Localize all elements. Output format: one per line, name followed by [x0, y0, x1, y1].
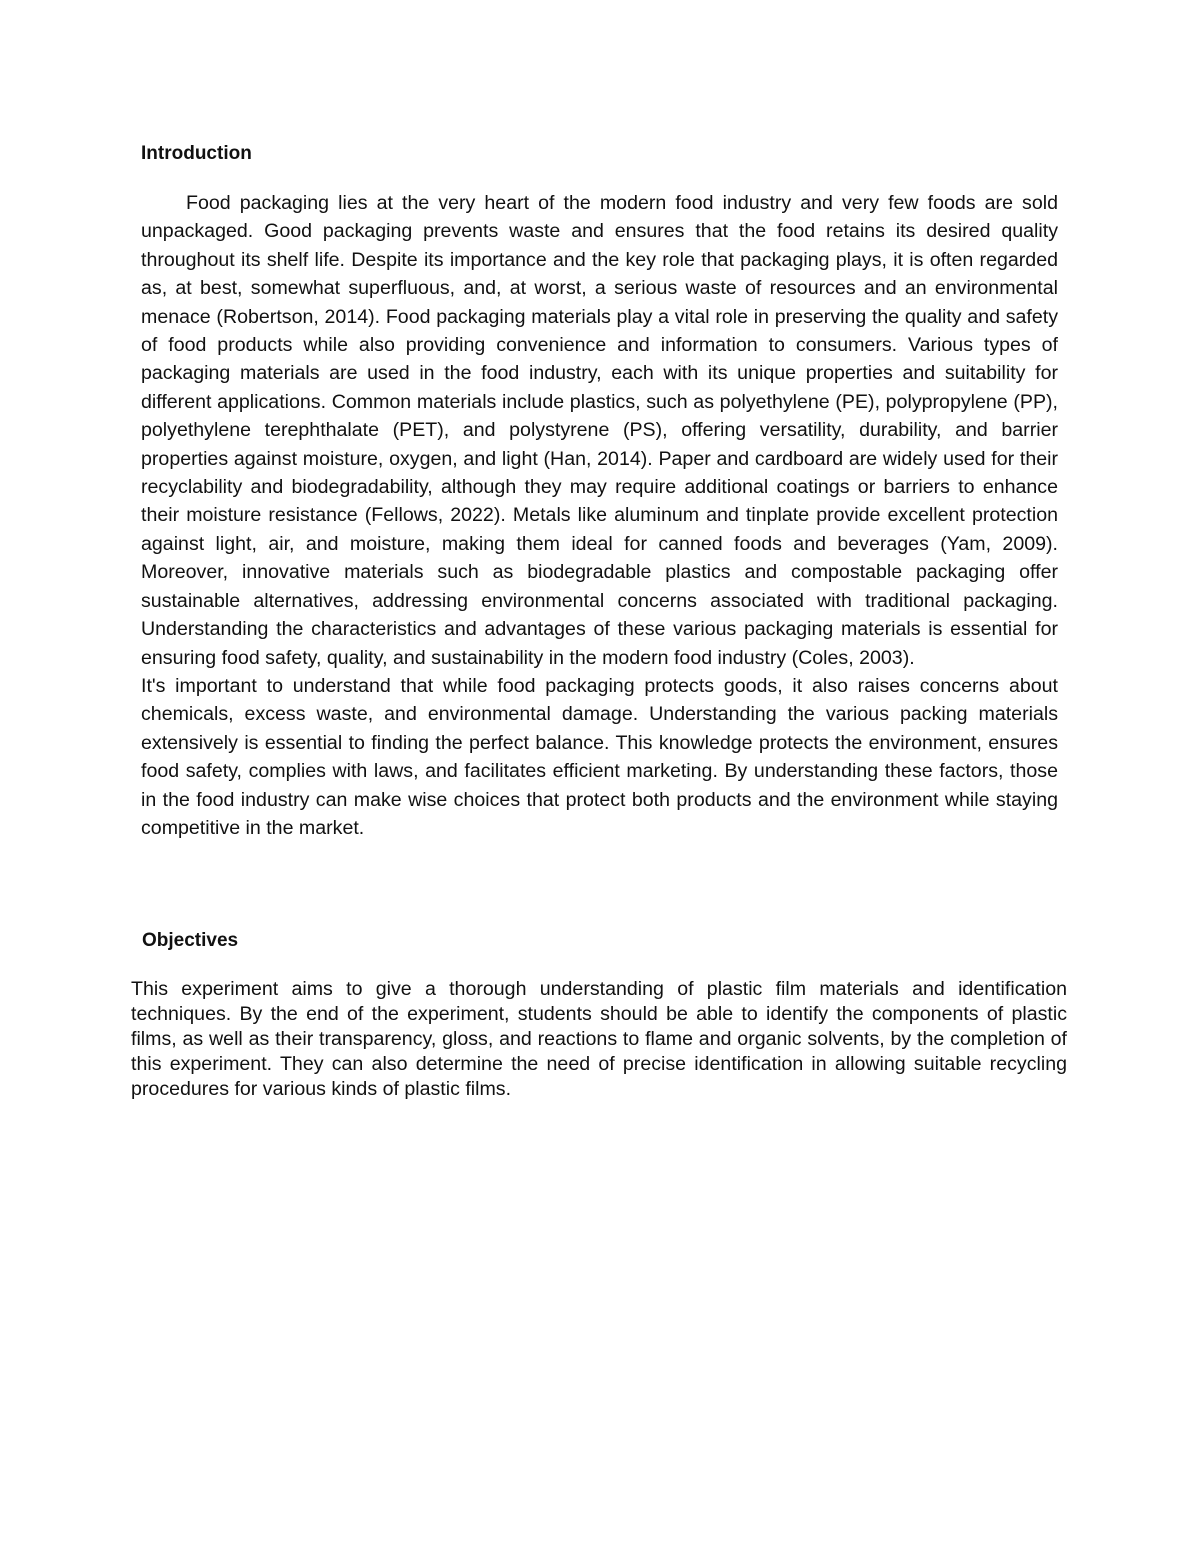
introduction-paragraph-2: It's important to understand that while food packaging protects goods, it also raises concerns about chemicals, excess waste, and environmental damage. Understanding the various packing materials extensively is essential to finding the perfect balance. This knowledge protects the environment, ensures food safety, complies with laws, and facilitates efficient marketing. By understanding these factors, those in the food industry can make wise choices that protect both products and the environment while staying competitive in the market. — [141, 674, 1058, 839]
introduction-heading: Introduction — [141, 143, 252, 164]
introduction-paragraph-1: Food packaging lies at the very heart of the modern food industry and very few foods are sold unpackaged. Good packaging prevents waste and ensures that the food retains its desired quality throughout its shelf life. Despite its importance and the key role that packaging plays, it is often regarded as, at best, somewhat superfluous, and, at worst, a serious waste of resources and an environmental menace (Robertson, 2014). Food packaging materials play a vital role in preserving the quality and safety of food products while also providing convenience and information to consumers. Various types of packaging materials are used in the food industry, each with its unique properties and suitability for different applications. Common materials include plastics, such as polyethylene (PE), polypropylene (PP), polyethylene terephthalate (PET), and polystyrene (PS), offering versatility, durability, and barrier properties against moisture, oxygen, and light (Han, 2014). Paper and cardboard are widely used for their recyclability and biodegradability, although they may require additional coatings or barriers to enhance their moisture resistance (Fellows, 2022). Metals like aluminum and tinplate provide excellent protection against light, air, and moisture, making them ideal for canned foods and beverages (Yam, 2009). Moreover, innovative materials such as biodegradable plastics and compostable packaging offer sustainable alternatives, addressing environmental concerns associated with traditional packaging. Understanding the characteristics and advantages of these various packaging materials is essential for ensuring food safety, quality, and sustainability in the modern food industry (Coles, 2003). — [141, 192, 1058, 669]
objectives-paragraph: This experiment aims to give a thorough understanding of plastic film materials and identification techniques. By the end of the experiment, students should be able to identify the components of plastic films, as well as their transparency, gloss, and reactions to flame and organic solvents, by the completion of this experiment. They can also determine the need of precise identification in allowing suitable recycling procedures for various kinds of plastic films. — [131, 978, 1067, 1100]
objectives-body — [131, 977, 1067, 1102]
objectives-heading: Objectives — [142, 930, 239, 951]
introduction-body — [141, 189, 1058, 842]
